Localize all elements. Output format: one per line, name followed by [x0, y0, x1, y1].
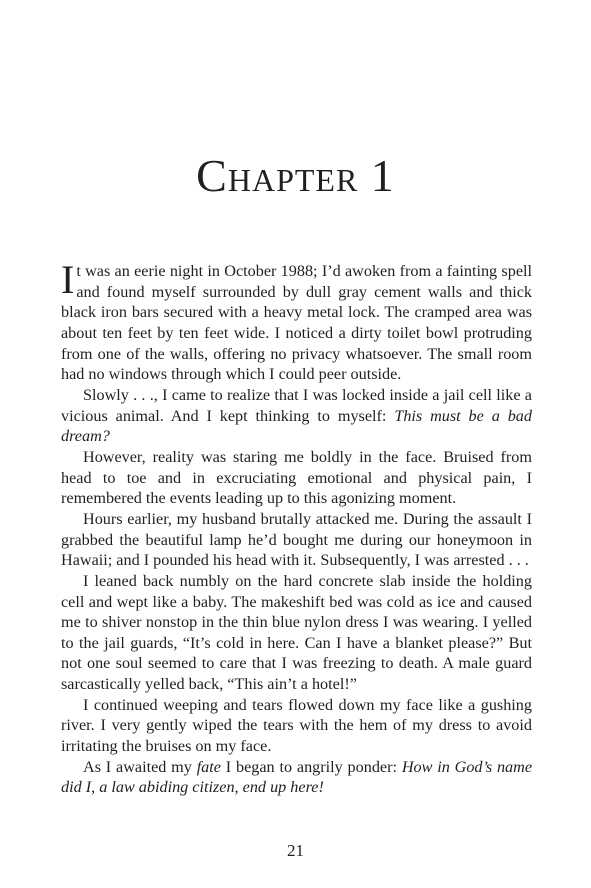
paragraph-7-text-before: As I awaited my: [83, 757, 197, 776]
paragraph-6: I continued weeping and tears flowed down my face like a gushing river. I very gently wiped the tears with the hem of my dress to avoid irritating the bruises on my face.: [61, 695, 532, 756]
paragraph-4: Hours earlier, my husband brutally attacked me. During the assault I grabbed the beautiful lamp he’d bought me during our honeymoon in Hawaii; and I pounded his head with it. Subsequently, I was arrested . . .: [61, 509, 532, 570]
paragraph-3: However, reality was staring me boldly in the face. Bruised from head to toe and in excruciating emotional and physical pain, I remembered the events leading up to this agonizing moment.: [61, 447, 532, 508]
drop-cap: I: [61, 257, 75, 302]
paragraph-2-italic: This must be a bad dream?: [61, 406, 532, 446]
paragraph-7-italic-word: fate: [196, 757, 221, 776]
paragraph-2: [61, 385, 532, 447]
paragraph-1-text: t was an eerie night in October 1988; I’d awoken from a fainting spell and found myself surrounded by dull gray cement walls and thick black iron bars secured with a heavy metal lock. The cramped area was about ten feet by ten feet wide. I noticed a dirty toilet bowl protruding from one of the walls, offering no privacy whatsoever. The small room had no windows through which I could peer outside.: [61, 262, 532, 384]
paragraph-1: [61, 257, 532, 385]
paragraph-2-text: Slowly . . ., I came to realize that I was locked inside a jail cell like a vicious animal. And I kept thinking to myself:: [61, 385, 532, 425]
paragraph-7: [61, 757, 532, 798]
page-number: 21: [287, 841, 304, 860]
paragraph-7-italic: How in God’s name did I, a law abiding citizen, end up here!: [61, 757, 533, 797]
paragraph-5: I leaned back numbly on the hard concrete slab inside the holding cell and wept like a baby. The makeshift bed was cold as ice and caused me to shiver nonstop in the thin blue nylon dress I was wearing. I yelled to the jail guards, “It’s cold in here. Can I have a blanket please?” But not one soul seemed to care that I was freezing to death. A male guard sarcastically yelled back, “This ain’t a hotel!”: [61, 571, 532, 694]
chapter-title: Chapter 1: [196, 150, 395, 201]
chapter-body: [61, 257, 533, 798]
paragraph-7-text-middle: I began to angrily ponder:: [220, 757, 402, 776]
